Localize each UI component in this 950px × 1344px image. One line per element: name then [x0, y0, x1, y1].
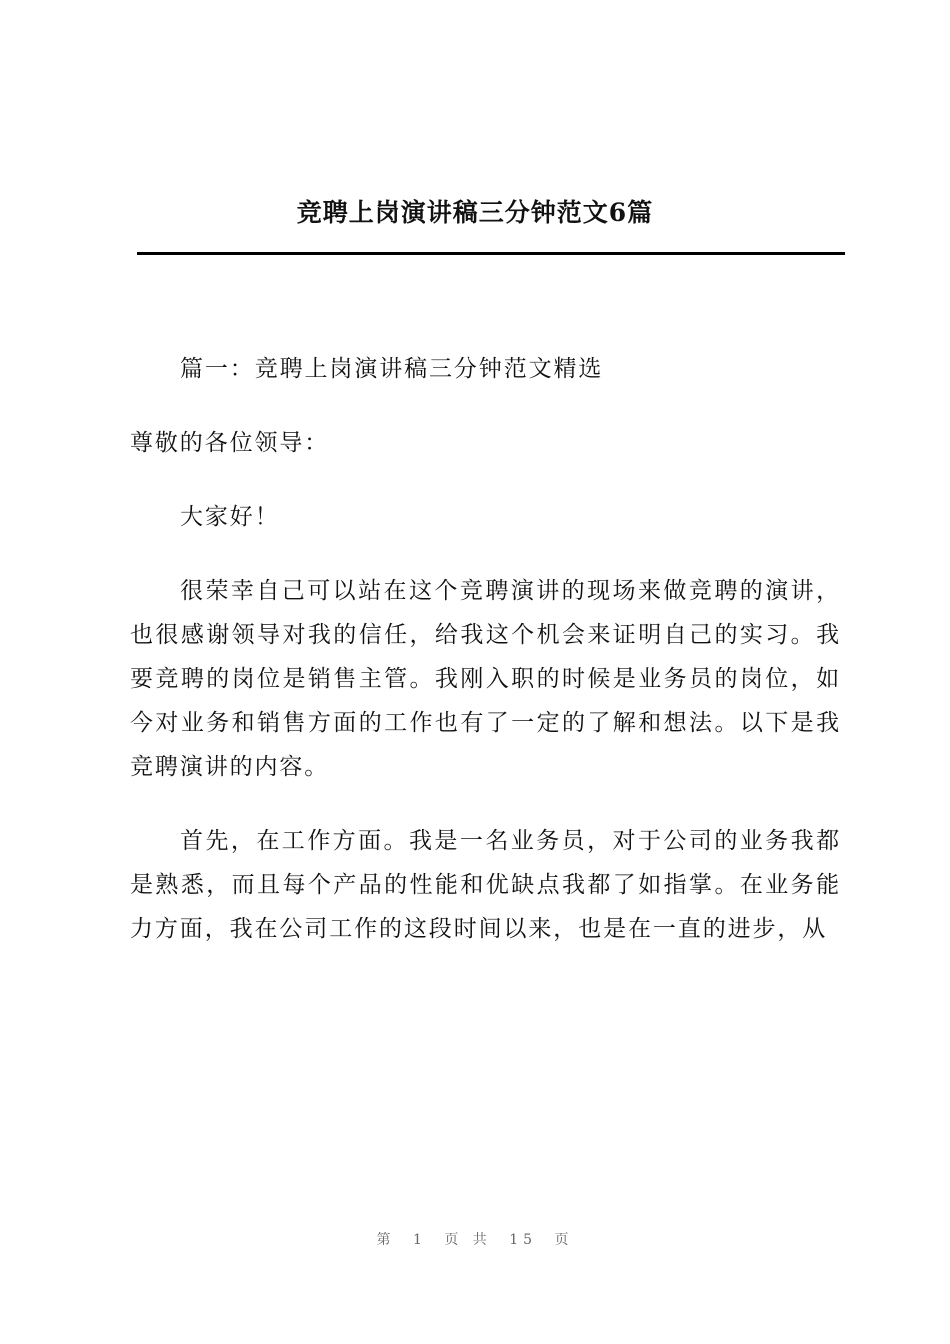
greeting: 大家好！ — [180, 504, 280, 530]
document-title: 竞聘上岗演讲稿三分钟范文6篇 — [296, 198, 654, 227]
body-paragraph-1: 很荣幸自己可以站在这个竞聘演讲的现场来做竞聘的演讲，也很感谢领导对我的信任，给我这个机会来证明自己的实习。我要竞聘的岗位是销售主管。我刚入职的时候是业务员的岗位，如今对业务和销售方面的工作也有了一定的了解和想法。以下是我竞聘演讲的内容。 — [130, 578, 841, 780]
section-heading: 篇一：竞聘上岗演讲稿三分钟范文精选 — [180, 356, 604, 382]
footer-label-pages: 页 — [554, 1232, 574, 1248]
footer-label-of: 页 共 — [444, 1232, 492, 1248]
footer-label-page: 第 — [376, 1232, 396, 1248]
page-footer — [0, 1228, 950, 1252]
document-body — [130, 347, 841, 981]
salutation: 尊敬的各位领导： — [130, 430, 330, 456]
footer-total-pages: 15 — [509, 1232, 538, 1248]
footer-current-page: 1 — [412, 1232, 427, 1248]
title-underline — [137, 252, 845, 255]
body-paragraph-2: 首先，在工作方面。我是一名业务员，对于公司的业务我都是熟悉，而且每个产品的性能和优缺点我都了如指掌。在业务能力方面，我在公司工作的这段时间以来，也是在一直的进步，从 — [130, 828, 841, 942]
